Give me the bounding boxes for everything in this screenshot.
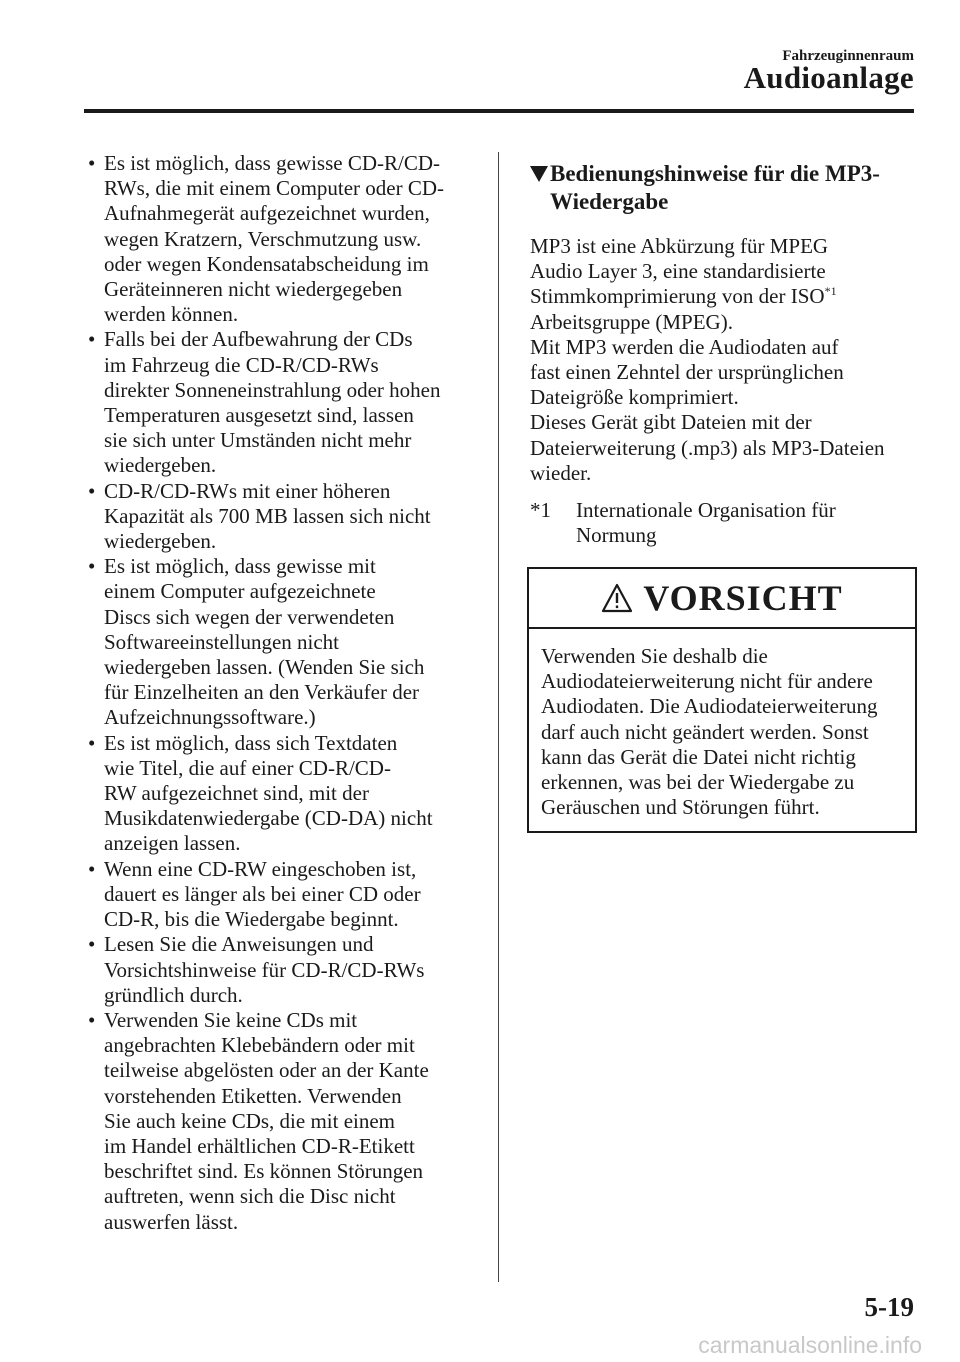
cd-notes-list	[84, 151, 484, 1235]
header-divider	[84, 109, 914, 113]
caution-title: VORSICHT	[643, 578, 843, 618]
list-item	[84, 1008, 484, 1235]
triangle-down-icon	[530, 166, 548, 182]
header-section-label: Fahrzeuginnenraum	[782, 48, 914, 64]
list-item-text: Falls bei der Aufbewahrung der CDs im Fahrzeug die CD-R/CD-RWs direkter Sonneneinstrahlung oder hohen Temperaturen ausgesetzt sind, lassen sie sich unter Umständen nicht mehr wiedergeben.	[104, 327, 441, 478]
bullet-icon: •	[88, 1007, 96, 1032]
caution-text: Verwenden Sie deshalb die Audiodateierweiterung nicht für andere Audiodaten. Die Audiodateierweiterung darf auch nicht geändert werden. Sonst kann das Gerät die Datei nicht richtig erkennen, was bei der Wiedergabe zu Geräuschen und Störungen führt.	[541, 644, 878, 820]
list-item-text: Es ist möglich, dass gewisse CD-R/CD- RWs, die mit einem Computer oder CD- Aufnahmegerät aufgezeichnet wurden, wegen Kratzern, Verschmutzung usw. oder wegen Kondensatabscheidung im Geräteinneren nicht wiedergegeben werden können.	[104, 151, 445, 327]
list-item-text: Wenn eine CD-RW eingeschoben ist, dauert es länger als bei einer CD oder CD-R, bis die Wiedergabe beginnt.	[104, 856, 421, 932]
footnote-reference: *1	[824, 284, 837, 299]
mp3-description-part-2: Arbeitsgruppe (MPEG). Mit MP3 werden die Audiodaten auf fast einen Zehntel der ursprünglichen Dateigröße komprimiert. Dieses Gerät gibt Dateien mit der Dateierweiterung (.mp3) als MP3-Dateien wieder.	[530, 309, 885, 485]
bullet-icon: •	[88, 554, 96, 579]
bullet-icon: •	[88, 478, 96, 503]
bullet-icon: •	[88, 151, 96, 175]
section-heading-text: Bedienungshinweise für die MP3- Wiedergabe	[550, 161, 880, 214]
list-item-text: Lesen Sie die Anweisungen und Vorsichtshinweise für CD-R/CD-RWs gründlich durch.	[104, 932, 425, 1007]
mp3-description-part-1: MP3 ist eine Abkürzung für MPEG Audio Layer 3, eine standardisierte Stimmkomprimierung von der ISO	[530, 234, 829, 309]
list-item-text: CD-R/CD-RWs mit einer höheren Kapazität als 700 MB lassen sich nicht wiedergeben.	[104, 478, 431, 554]
right-column	[530, 160, 920, 548]
footnote	[530, 498, 920, 548]
list-item-text: Es ist möglich, dass sich Textdaten wie Titel, die auf einer CD-R/CD- RW aufgezeichnet sind, mit der Musikdatenwiedergabe (CD-DA) nicht anzeigen lassen.	[104, 730, 433, 856]
mp3-description	[530, 234, 920, 486]
list-item	[84, 327, 484, 478]
list-item-text: Verwenden Sie keine CDs mit angebrachten Klebebändern oder mit teilweise abgelösten oder an der Kante vorstehenden Etiketten. Verwenden Sie auch keine CDs, die mit einem im Handel erhältlichen CD-R-Etikett beschriftet sind. Es können Störungen auftreten, wenn sich die Disc nicht auswerfen lässt.	[104, 1007, 429, 1234]
caution-box	[527, 567, 917, 833]
footnote-mark: *1	[530, 498, 551, 523]
column-divider	[498, 152, 499, 1282]
left-column	[84, 151, 484, 1235]
list-item	[84, 932, 484, 1008]
list-item	[84, 554, 484, 730]
bullet-icon: •	[88, 932, 96, 957]
bullet-icon: •	[88, 856, 96, 881]
bullet-icon: •	[88, 730, 96, 755]
bullet-icon: •	[88, 327, 96, 352]
page-number: 5-19	[864, 1292, 914, 1322]
list-item	[84, 731, 484, 857]
list-item	[84, 479, 484, 555]
list-item-text: Es ist möglich, dass gewisse mit einem Computer aufgezeichnete Discs sich wegen der verwendeten Softwareeinstellungen nicht wiedergeben lassen. (Wenden Sie sich für Einzelheiten an den Verkäufer der Aufzeichnungssoftware.)	[104, 554, 425, 730]
warning-triangle-icon	[601, 583, 633, 613]
caution-header	[529, 569, 915, 629]
list-item	[84, 151, 484, 327]
footnote-text: Internationale Organisation für Normung	[576, 498, 836, 548]
section-heading	[530, 160, 920, 216]
list-item	[84, 857, 484, 933]
watermark: carmanualsonline.info	[698, 1332, 922, 1358]
page-title: Audioanlage	[743, 60, 914, 95]
